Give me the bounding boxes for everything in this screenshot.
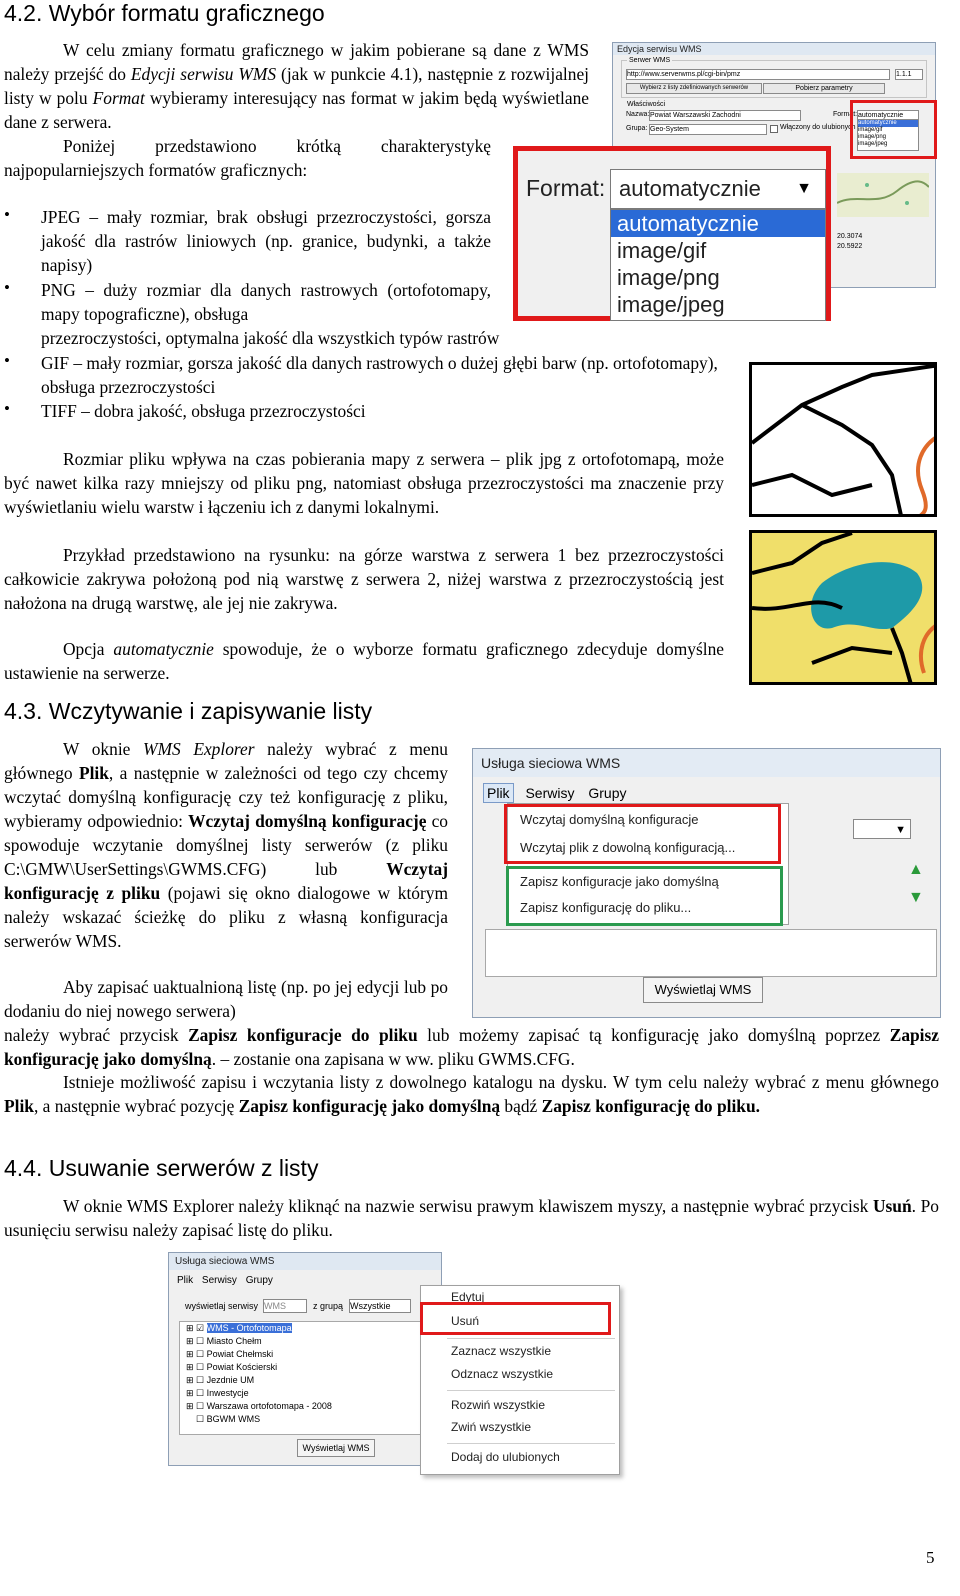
text: W oknie <box>63 739 144 759</box>
menu-item-load-file[interactable]: Wczytaj plik z dowolną konfiguracją... <box>520 840 736 855</box>
text-bold: Zapisz konfiguracje do pliku <box>188 1025 418 1045</box>
option-small[interactable]: automatycznie <box>858 120 918 127</box>
tree-label: WMS - Ortofotomapa <box>206 1323 292 1333</box>
text-bold: Plik <box>78 763 109 783</box>
filter-select[interactable]: WMS <box>263 1299 307 1313</box>
version-input[interactable]: 1.1.1 <box>895 69 923 80</box>
text: . Po usunięciu serwisu należy zapisać listę do pliku. <box>4 1196 940 1240</box>
favorite-checkbox[interactable] <box>770 125 778 133</box>
page-number: 5 <box>926 1548 935 1567</box>
text-bold: Zapisz konfigurację jako domyślną <box>238 1096 501 1116</box>
bullet: • <box>4 278 10 297</box>
list-item-jpeg: JPEG – mały rozmiar, brak obsługi przezroczystości, gorsza jakość dla rastrów liniowych (np. granice, budynki, a także napisy) <box>41 207 491 275</box>
ctx-expand-all[interactable]: Rozwiń wszystkie <box>451 1398 546 1412</box>
format-options-large <box>610 209 826 321</box>
menu-item-save-default[interactable]: Zapisz konfiguracje jako domyślną <box>520 874 719 889</box>
group-dropdown[interactable] <box>853 819 911 839</box>
section-4-4-heading: 4.4. Usuwanie serwerów z listy <box>4 1155 319 1181</box>
favorite-label: Włączony do ulubionych <box>780 124 856 131</box>
props-group-label: Właściwości <box>627 101 666 108</box>
wms-service-window-2 <box>168 1252 442 1466</box>
text: W oknie WMS Explorer należy kliknąć na nazwie serwisu prawym klawiszem myszy, a następnie wybrać przycisk <box>63 1196 873 1216</box>
section-4-2-heading: 4.2. Wybór formatu graficznego <box>4 0 325 26</box>
menu-item-save-file[interactable]: Zapisz konfigurację do pliku... <box>520 900 692 915</box>
list-item-png-a: PNG – duży rozmiar dla danych rastrowych (ortofotomapy, mapy topograficzne), obsługa <box>41 280 491 324</box>
menu-grupy[interactable]: Grupy <box>588 785 627 801</box>
menu-item-load-default[interactable]: Wczytaj domyślną konfiguracje <box>520 812 699 827</box>
format-select-small[interactable]: automatycznie <box>857 110 919 121</box>
tree-item[interactable]: ⊞ ☐ Powiat Chełmski <box>186 1349 274 1359</box>
map-opaque-layer <box>749 362 937 517</box>
menu-serwisy[interactable]: Serwisy <box>525 785 575 801</box>
group-label: Grupa: <box>626 125 648 132</box>
text: bądź <box>500 1096 542 1116</box>
tree-item[interactable]: ⊞ ☐ Inwestycje <box>186 1388 249 1398</box>
ctx-edit[interactable]: Edytuj <box>451 1290 485 1304</box>
service-list[interactable] <box>485 929 937 977</box>
text-bold: Zapisz konfigurację do pliku. <box>541 1096 761 1116</box>
paragraph-save-b <box>4 1023 939 1071</box>
text-bold: Wczytaj domyślną konfigurację <box>188 811 427 831</box>
delete-highlight <box>420 1302 611 1335</box>
menu-serwisy-2[interactable]: Serwisy <box>201 1275 237 1286</box>
map-thumbnail-svg <box>837 173 929 217</box>
text-italic: WMS Explorer <box>143 739 255 759</box>
text: W celu zmiany formatu graficznego w jakim pobierane są dane z WMS należy przejść do <box>4 40 589 84</box>
text: należy wybrać z menu głównego <box>4 739 448 783</box>
window-title-2: Usługa sieciowa WMS <box>169 1253 441 1270</box>
paragraph-auto-option <box>4 637 724 685</box>
text-italic: Format <box>92 88 145 108</box>
paragraph-file-size: Rozmiar pliku wpływa na czas pobierania mapy z serwera – plik jpg z ortofotomapą, może być nawet kilka razy mniejszy od pliku png, natomiast obsługa przezroczystości ma znaczenie przy wyświetlaniu wielu warstw i łączeniu ich z danymi lokalnymi. <box>4 449 724 517</box>
section-4-3-heading: 4.3. Wczytywanie i zapisywanie listy <box>4 698 373 724</box>
format-label-small: Format: <box>833 111 858 118</box>
coord-1: 20.3074 <box>837 233 863 240</box>
paragraph-save-a: Aby zapisać uaktualnioną listę (np. po jej edycji lub po dodaniu do niej nowego serwera) <box>4 977 448 1021</box>
text-bold: Usuń <box>872 1196 912 1216</box>
text: co spowoduje wczytanie domyślnej listy serwerów (z pliku C:\GMW\UserSettings\GWMS.CFG) lub <box>4 811 448 879</box>
ctx-separator <box>447 1390 615 1391</box>
coord-2: 20.5922 <box>837 243 863 250</box>
paragraph-load-config <box>4 737 448 953</box>
text-bold: Wczytaj konfigurację z pliku <box>4 859 448 903</box>
get-params-button[interactable]: Pobierz parametry <box>763 83 885 94</box>
ctx-add-favorite[interactable]: Dodaj do ulubionych <box>451 1450 560 1464</box>
option-small[interactable]: image/png <box>858 134 887 140</box>
paragraph-delete <box>4 1194 939 1242</box>
tree-label: Jezdnie UM <box>206 1375 255 1385</box>
map-opaque-svg <box>752 365 937 517</box>
filter-label: wyświetlaj serwisy <box>185 1301 259 1311</box>
save-items-highlight <box>506 866 783 926</box>
paragraph-example: Przykład przedstawiono na rysunku: na górze warstwa z serwera 1 bez przezroczystości całkowicie zakrywa położoną pod nią warstwę z serwera 2, niżej warstwa z przezroczystością jest nałożona na drugą warstwę, ale jej nie zakrywa. <box>4 545 724 613</box>
menu-plik-2[interactable]: Plik <box>177 1275 194 1286</box>
tree-item[interactable]: ⊞ ☐ Warszawa ortofotomapa - 2008 <box>186 1401 332 1411</box>
tree-label: Warszawa ortofotomapa - 2008 <box>206 1401 332 1411</box>
arrow-up-icon[interactable]: ▲ <box>908 861 924 878</box>
tree-item[interactable]: ⊞ ☑ WMS - Ortofotomapa <box>186 1323 292 1333</box>
paragraph-format-intro <box>4 38 589 134</box>
option-image-gif[interactable]: image/gif <box>617 238 707 263</box>
text: (jak w punkcie 4.1), następnie z rozwijalnej listy w polu <box>4 64 589 108</box>
group-filter-select[interactable]: Wszystkie <box>349 1299 411 1313</box>
server-group-label: Serwer WMS <box>629 57 671 64</box>
bullet: • <box>4 205 10 224</box>
text-bold: Zapisz konfigurację jako domyślną <box>4 1025 940 1069</box>
group-filter-label: z grupą <box>313 1301 344 1311</box>
window-title: Usługa sieciowa WMS <box>473 749 940 777</box>
ctx-collapse-all[interactable]: Zwiń wszystkie <box>451 1420 532 1434</box>
tree-item[interactable]: ☐ BGWM WMS <box>186 1414 261 1424</box>
load-items-highlight <box>504 804 781 864</box>
list-item-png-b: przezroczystości, optymalna jakość dla wszystkich typów rastrów <box>41 328 500 348</box>
chevron-down-icon[interactable]: ▼ <box>796 180 812 197</box>
chevron-down-icon: ▼ <box>895 824 906 836</box>
format-zoom-callout <box>513 146 831 321</box>
tree-item[interactable]: ⊞ ☐ Miasto Chełm <box>186 1336 262 1346</box>
text: wybieramy interesujący nas format w jakim będą wyświetlane dane z serwera. <box>4 88 589 132</box>
map-thumbnail <box>837 173 929 217</box>
text-bold: Plik <box>4 1096 34 1116</box>
menubar-2 <box>177 1275 273 1286</box>
url-input[interactable]: http://www.serverwms.pl/cgi-bin/pmz <box>626 69 890 80</box>
text: lub możemy zapisać tą konfigurację jako domyślną poprzez <box>417 1025 890 1045</box>
choose-server-button[interactable]: Wybierz z listy zdefiniowanych serwerów <box>626 83 762 94</box>
menu-grupy-2[interactable]: Grupy <box>245 1275 273 1286</box>
tree-label: Powiat Kościerski <box>206 1362 278 1372</box>
paragraph-any-folder <box>4 1070 939 1118</box>
option-automatycznie[interactable]: automatycznie <box>611 210 825 237</box>
tree-item[interactable]: ⊞ ☐ Jezdnie UM <box>186 1375 255 1385</box>
option-image-png[interactable]: image/png <box>617 265 720 290</box>
map-transparent-svg <box>752 533 937 685</box>
option-small[interactable]: image/gif <box>858 127 883 133</box>
tree-item[interactable]: ⊞ ☐ Powiat Kościerski <box>186 1362 278 1372</box>
ctx-separator <box>447 1443 615 1444</box>
text: Opcja <box>63 639 114 659</box>
tree-label: Powiat Chełmski <box>206 1349 274 1359</box>
name-label: Nazwa: <box>626 111 650 118</box>
text-italic: Edycji serwisu WMS <box>130 64 277 84</box>
text: Istnieje możliwość zapisu i wczytania listy z dowolnego katalogu na dysku. W tym celu należy wybrać z menu głównego <box>63 1072 939 1092</box>
ctx-delete[interactable]: Usuń <box>451 1314 480 1328</box>
text: (pojawi się okno dialogowe w którym należy wskazać ścieżkę do pliku z własną konfiguracja serwerów WMS. <box>4 883 448 951</box>
text-italic: automatycznie <box>113 639 214 659</box>
text: należy wybrać przycisk <box>4 1025 189 1045</box>
text: , a następnie wybrać pozycję <box>33 1096 239 1116</box>
tree-label: Miasto Chełm <box>206 1336 262 1346</box>
dialog-title: Edycja serwisu WMS <box>613 43 935 55</box>
paragraph-formats-lead: Poniżej przedstawiono krótką charakterystykę najpopularniejszych formatów graficznych: <box>4 136 491 180</box>
show-wms-button-2[interactable]: Wyświetlaj WMS <box>297 1439 375 1457</box>
format-select-value: automatycznie <box>619 176 761 201</box>
format-select-large[interactable] <box>610 169 826 209</box>
name-input[interactable]: Powiat Warszawski Zachodni <box>649 110 801 121</box>
option-image-jpeg[interactable]: image/jpeg <box>617 292 725 317</box>
text: . – zostanie ona zapisana w ww. pliku GWMS.CFG. <box>211 1049 575 1069</box>
text: , a następnie w zależności od tego czy chcemy wczytać domyślną konfigurację czy też konfigurację z pliku, wybieramy odpowiednio: <box>4 763 448 831</box>
menu-plik[interactable]: Plik <box>483 783 514 803</box>
server-tree <box>179 1321 433 1435</box>
map-transparent-layer <box>749 530 937 685</box>
arrow-down-icon[interactable]: ▼ <box>908 889 924 906</box>
ctx-select-all[interactable]: Zaznacz wszystkie <box>451 1344 552 1358</box>
bullet: • <box>4 351 10 370</box>
list-item-gif: GIF – mały rozmiar, gorsza jakość dla danych rastrowych o dużej głębi barw (np. ortofotomapy), obsługa przezroczystości <box>41 353 718 397</box>
ctx-deselect-all[interactable]: Odznacz wszystkie <box>451 1367 554 1381</box>
ctx-separator <box>447 1338 615 1339</box>
format-highlight-small <box>850 100 937 159</box>
menubar <box>483 785 626 801</box>
option-small[interactable]: image/jpeg <box>858 141 888 147</box>
group-select[interactable]: Geo-System <box>649 124 767 135</box>
tree-label: BGWM WMS <box>206 1414 261 1424</box>
list-item-tiff: TIFF – dobra jakość, obsługa przezroczystości <box>41 401 366 421</box>
bullet: • <box>4 399 10 418</box>
text: spowoduje, że o wyborze formatu graficznego zdecyduje domyślne ustawienie na serwerze. <box>4 639 724 683</box>
tree-label: Inwestycje <box>206 1388 249 1398</box>
show-wms-button[interactable]: Wyświetlaj WMS <box>643 977 763 1003</box>
format-label-large: Format: <box>526 175 606 201</box>
